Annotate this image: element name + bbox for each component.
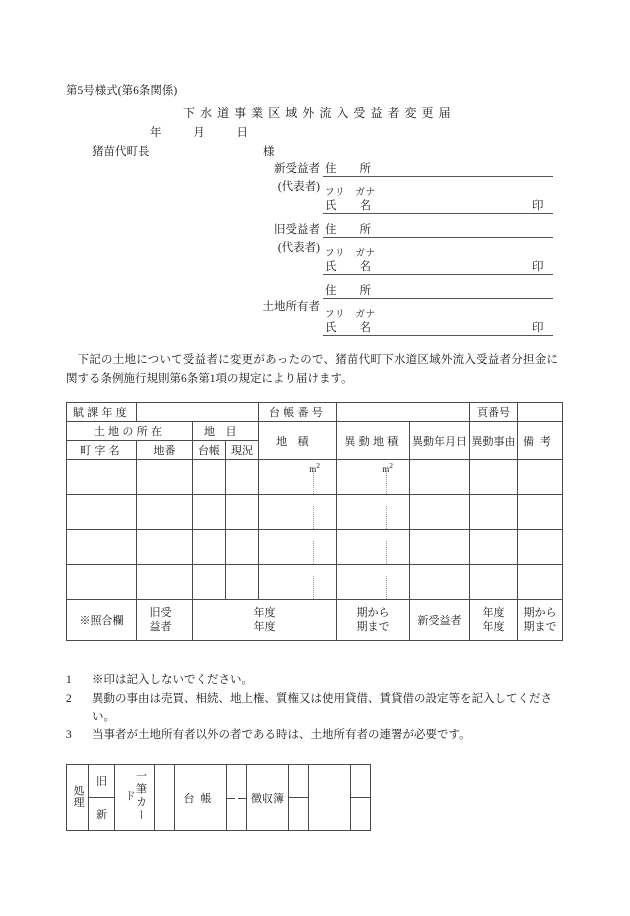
footer-new-year[interactable] [470,600,518,641]
note-number: 3 [66,729,72,742]
change-area-divider [386,506,387,529]
header-landuse-current: 現況 [226,441,259,460]
proc-new-label: 新 [89,798,115,831]
footer-new-term-line1: 期から [523,606,557,619]
ledger-number-label: 台帳番号 [259,403,337,422]
change-area-divider [386,576,387,599]
footer-old-year-line2: 年度 [253,621,276,633]
table-row-levy [67,403,563,422]
cell-current[interactable] [226,530,259,565]
cell-lot[interactable] [137,565,193,600]
footer-new-beneficiary-label: 新受益者 [410,600,470,641]
address-label-new: 住 所 [325,163,371,175]
proc-blank-3[interactable] [289,765,309,798]
processing-table [66,764,371,831]
cell-change-date[interactable] [410,495,470,530]
levy-year-value[interactable] [137,403,259,422]
verify-column-label: ※照合欄 [67,600,137,641]
cell-change-date[interactable] [410,565,470,600]
cell-change-area[interactable] [337,495,410,530]
name-rule-new[interactable] [323,213,553,214]
party-label-old-beneficiary: 旧受益者 [274,224,320,236]
header-landuse-group: 地目 [193,422,259,441]
date-line [150,124,248,140]
area-divider [313,541,314,564]
seal-label-new: 印 [532,200,544,212]
proc-ledger-label: 台帳 [175,765,227,831]
table-footer-row [67,600,563,641]
addressee: 猪苗代町長 [92,146,150,158]
address-rule-landowner[interactable] [323,298,553,299]
header-landuse-ledger: 台帳 [193,441,226,460]
party-label-landowner: 土地所有者 [262,301,320,313]
page-number-label: 頁番号 [470,403,518,422]
cell-remarks[interactable] [518,565,563,600]
cell-town[interactable] [67,495,137,530]
cell-town[interactable] [67,565,137,600]
header-area: 地積 [259,422,337,460]
note-text: 当事者が土地所有者以外の者である時は、土地所有者の連署が必要です。 [92,729,471,742]
furigana-label-landowner: フリ ガナ [325,310,376,320]
footer-old-term-line2: 期まで [356,621,390,633]
cell-area[interactable] [259,565,337,600]
address-rule-old[interactable] [323,237,553,238]
cell-change-reason[interactable] [470,530,518,565]
footer-new-term-line2: 期まで [523,621,557,633]
area-divider [313,576,314,599]
name-label-old: 氏 名 [325,261,371,273]
footer-old-year[interactable] [193,600,337,641]
header-remarks: 備考 [518,422,563,460]
cell-ledger[interactable] [193,460,226,495]
area-divider [313,471,314,494]
date-month-label: 月 [193,127,205,139]
cell-current[interactable] [226,460,259,495]
cell-current[interactable] [226,495,259,530]
cell-change-area[interactable] [337,565,410,600]
footer-old-beneficiary-label: 旧受益者 [137,600,193,641]
cell-remarks[interactable] [518,460,563,495]
cell-lot[interactable] [137,495,193,530]
proc-row-old [67,765,371,798]
cell-area[interactable] [259,460,337,495]
seal-label-old: 印 [532,261,544,273]
cell-change-area[interactable] [337,460,410,495]
footer-old-term[interactable] [337,600,410,641]
proc-old-label: 旧 [89,765,115,798]
footer-new-term[interactable] [518,600,563,641]
table-row [67,530,563,565]
change-area-unit: $m^2$ [382,461,394,474]
proc-blank-1[interactable] [155,765,175,831]
addressee-honorific: 様 [263,146,275,158]
ledger-number-value[interactable] [337,403,470,422]
footer-old-year-line1: 年度 [253,606,276,619]
party-label-new-beneficiary: 新受益者 [274,163,320,175]
cell-change-reason[interactable] [470,565,518,600]
furigana-label-old: フリ ガナ [325,249,376,259]
cell-remarks[interactable] [518,530,563,565]
proc-collection-label: 徴収簿 [247,765,289,831]
cell-town[interactable] [67,530,137,565]
furigana-label-new: フリ ガナ [325,188,376,198]
name-rule-old[interactable] [323,274,553,275]
seal-label-landowner: 印 [532,322,544,334]
footer-old-term-line1: 期から [356,606,390,619]
cell-remarks[interactable] [518,495,563,530]
table-row [67,460,563,495]
proc-blank-4[interactable] [309,765,351,831]
document-title: 下水道事業区域外流入受益者変更届 [183,106,456,120]
note-text: 異動の事由は売買、相続、地上権、質権又は使用貸借、賃貸借の設定等を記入してください。 [92,692,552,723]
name-label-landowner: 氏 名 [325,322,371,334]
cell-change-reason[interactable] [470,460,518,495]
header-change-reason: 異動事由 [470,422,518,460]
address-label-old: 住 所 [325,224,371,236]
footer-new-year-line2: 年度 [482,621,505,633]
address-label-landowner: 住 所 [325,285,371,297]
levy-year-label: 賦課年度 [67,403,137,422]
collection-connector-dash [238,798,247,799]
note-item [66,691,566,727]
proc-process-label: 処理 [67,765,89,831]
name-rule-landowner[interactable] [323,335,553,336]
cell-lot[interactable] [137,460,193,495]
proc-blank-5b[interactable] [351,798,371,831]
note-item [66,727,566,745]
name-label-new: 氏 名 [325,200,371,212]
table-row [67,565,563,600]
table-row [67,495,563,530]
cell-change-reason[interactable] [470,495,518,530]
cell-ledger[interactable] [193,565,226,600]
cell-ledger[interactable] [193,530,226,565]
change-area-divider [386,471,387,494]
notes-list [66,672,566,746]
header-location-town: 町字名 [67,441,137,460]
cell-change-area[interactable] [337,530,410,565]
proc-blank-5[interactable] [351,765,371,798]
form-number: 第5号様式(第6条関係) [66,85,178,97]
party-sublabel-old-beneficiary: (代表者) [277,242,320,254]
cell-area[interactable] [259,530,337,565]
area-divider [313,506,314,529]
address-rule-new[interactable] [323,176,553,177]
page-number-value[interactable] [518,403,563,422]
date-year-label: 年 [150,127,162,139]
note-number: 1 [66,674,72,686]
main-data-table [66,402,563,641]
table-header-row-1 [67,422,563,441]
cell-change-date[interactable] [410,460,470,495]
note-text: ※印は記入しないでください。 [92,674,253,686]
party-sublabel-new-beneficiary: (代表者) [277,181,320,193]
note-item [66,672,566,690]
cell-town[interactable] [67,460,137,495]
proc-card-label: 一筆カード [115,765,155,831]
cell-current[interactable] [226,565,259,600]
cell-lot[interactable] [137,530,193,565]
body-paragraph: 下記の土地について受益者に変更があったので、猪苗代町下水道区域外流入受益者分担金に関する条例施行規則第6条第1項の規定により届けます。 [66,354,558,385]
footer-new-year-line1: 年度 [482,606,505,619]
change-area-divider [386,541,387,564]
cell-ledger[interactable] [193,495,226,530]
note-number: 2 [66,692,72,705]
area-unit: $m^2$ [309,461,321,474]
cell-change-date[interactable] [410,530,470,565]
header-location-group: 土地の所在 [67,422,193,441]
cell-area[interactable] [259,495,337,530]
header-change-area: 異動地積 [337,422,410,460]
proc-blank-3b[interactable] [289,798,309,831]
header-change-date: 異動年月日 [410,422,470,460]
date-day-label: 日 [236,127,248,139]
header-location-lot: 地番 [137,441,193,460]
